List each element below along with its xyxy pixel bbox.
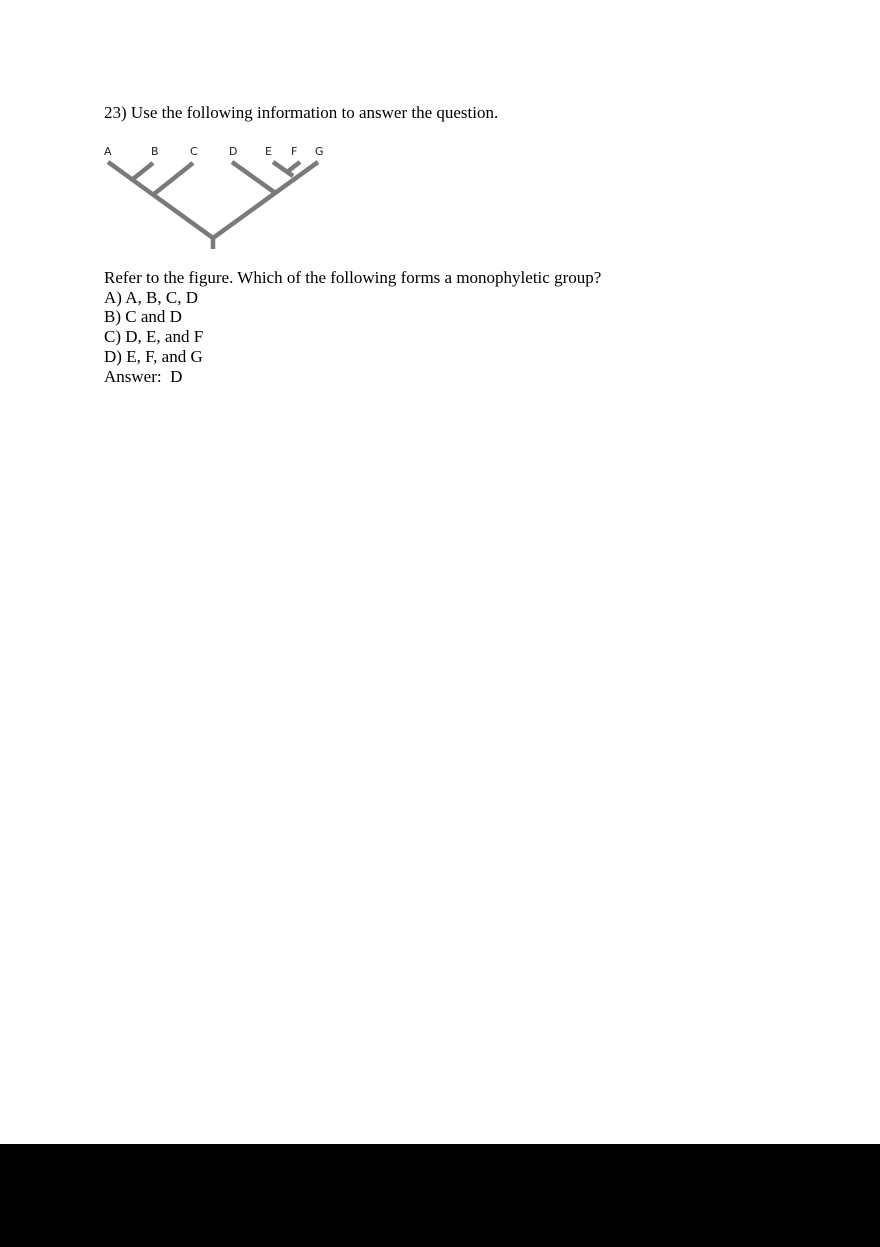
question-prompt: Refer to the figure. Which of the following forms a monophyletic group? (104, 268, 602, 287)
option-text: C and D (125, 307, 182, 327)
taxon-label-b: B (151, 145, 159, 158)
taxon-label-d: D (229, 145, 238, 158)
option-text: A, B, C, D (125, 287, 198, 307)
option-d (104, 347, 601, 367)
option-text: D, E, and F (125, 327, 204, 347)
option-letter: D) (104, 346, 122, 366)
option-letter: C) (104, 327, 121, 347)
option-a (104, 288, 601, 308)
taxon-label-f: F (291, 145, 298, 158)
option-text: E, F, and G (126, 346, 203, 366)
phylogenetic-tree-figure (98, 138, 338, 253)
black-letterbox-band (0, 1144, 880, 1247)
option-c (104, 327, 601, 347)
answer-value: D (170, 366, 183, 386)
answer-line (104, 367, 601, 387)
option-letter: A) (104, 287, 122, 307)
taxon-label-c: C (190, 145, 198, 158)
taxon-label-a: A (104, 145, 112, 158)
answer-label: Answer: (104, 366, 162, 386)
question-intro: Use the following information to answer the question. (130, 103, 499, 122)
tree-branches (108, 162, 318, 249)
question-number: 23) (104, 103, 127, 122)
taxon-label-g: G (315, 145, 324, 158)
taxon-label-e: E (265, 145, 272, 158)
question-body (104, 268, 601, 386)
option-letter: B) (104, 307, 121, 327)
question-header (104, 103, 498, 123)
option-b (104, 307, 601, 327)
